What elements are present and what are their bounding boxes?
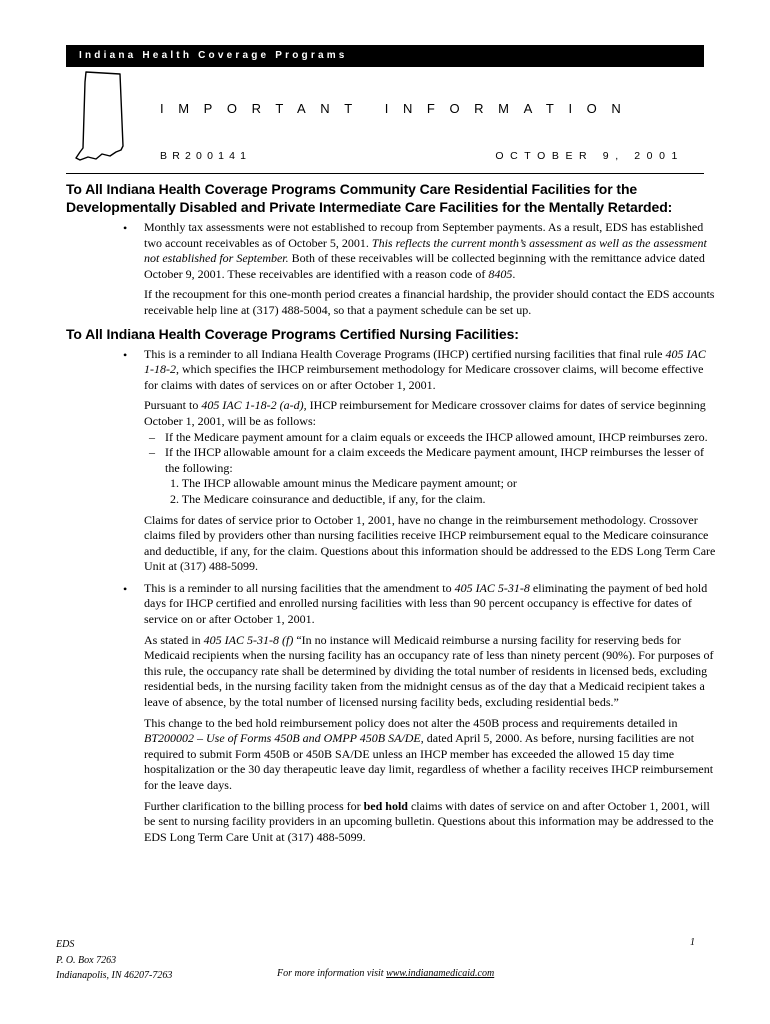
dash-item-lesser: – If the IHCP allowable amount for a claim exceeds the Medicare payment amount, IHCP reimburses the lesser of the following: <box>149 445 704 475</box>
program-title: Indiana Health Coverage Programs <box>79 50 348 61</box>
bulletin-body <box>66 180 716 850</box>
paragraph-occupancy-rule: As stated in 405 IAC 5-31-8 (f) “In no instance will Medicaid reimburse a nursing facility for reserving beds for Medicaid recipients when the nursing facility has an occupancy rate of less than ninety percent (90%). For purposes of this rule, the occupancy rate shall be determined by dividing the total number of residents in licensed beds, excluding residential beds, in the nursing facility taken from the midnight census as of the day that a Medicaid recipient takes a leave of absence, by the total number of licensed nursing facility beds, excluding residential beds.” <box>144 632 714 710</box>
footer-city: Indianapolis, IN 46207-7263 <box>56 970 173 981</box>
bullet-mark: • <box>123 347 128 362</box>
program-title-bar <box>66 45 704 67</box>
bullet-crossover-claims <box>66 347 716 575</box>
footer-more-info: For more information visit www.indianamedicaid.com <box>277 968 495 979</box>
indiana-map-icon <box>72 70 136 164</box>
bulletin-date: OCTOBER 9, 2001 <box>495 150 684 162</box>
paragraph-pursuant: Pursuant to 405 IAC 1-18-2 (a-d), IHCP reimbursement for Medicare crossover claims for dates of service beginning October 1, 2001, will be as follows: <box>144 398 706 428</box>
footer-pobox: P. O. Box 7263 <box>56 954 117 966</box>
page-number: 1 <box>690 937 695 948</box>
bulletin-number: BR200141 <box>160 150 252 162</box>
paragraph-final-rule: This is a reminder to all Indiana Health Coverage Programs (IHCP) certified nursing facilities that final rule 405 IAC 1-18-2, which specifies the IHCP reimbursement methodology for Medicare crossover claims, will become effective for claims with dates of services on or after October 1, 2001. <box>144 346 706 392</box>
paragraph-financial-hardship: If the recoupment for this one-month period creates a financial hardship, the provider should contact the EDS accounts receivable help line at (317) 488-5004, so that a payment schedule can be set up. <box>144 287 715 317</box>
bullet-mark: • <box>123 581 128 596</box>
numbered-item-1: 1. The IHCP allowable amount minus the Medicare payment amount; or <box>170 476 517 491</box>
paragraph-450b-process: This change to the bed hold reimbursement policy does not alter the 450B process and requirements detailed in BT200002 – Use of Forms 450B and OMPP 450B SA/DE, dated April 5, 2000. As before, nursing facilities are not required to submit Form 450B or 450B SA/DE unless an IHCP member has exceeded the allowed 15 day time hospitalization or the 30 day therapeutic leave day limit, regardless of whether a facility receives IHCP reimbursement for the leave days. <box>144 715 714 792</box>
footer-org: EDS <box>56 939 75 950</box>
paragraph-further-clarification: Further clarification to the billing process for bed hold claims with dates of service on and after October 1, 2001, will be sent to nursing facility providers in an upcoming bulletin. Questions about this information may be addressed to the EDS Long Term Care Unit at (317) 488-5099. <box>144 798 714 844</box>
bullet-tax-assessments <box>66 220 716 319</box>
paragraph-amendment: This is a reminder to all nursing facilities that the amendment to 405 IAC 5-31-8 eliminating the payment of bed hold days for IHCP certified and enrolled nursing facilities with less than 90 percent occupancy is effective for dates of service on or after October 1, 2001. <box>144 580 708 627</box>
dash-item-zero: – If the Medicare payment amount for a claim equals or exceeds the IHCP allowed amount, IHCP reimburses zero. <box>149 429 708 444</box>
section-heading-community-care: To All Indiana Health Coverage Programs Community Care Residential Facilities for the Developmentally Disabled and Private Intermediate Care Facilities for the Mentally Retarded: <box>66 181 673 215</box>
important-information-title: IMPORTANT INFORMATION <box>160 101 636 116</box>
section-heading-nursing-facilities: To All Indiana Health Coverage Programs Certified Nursing Facilities: <box>66 325 519 342</box>
paragraph-tax-assessments: Monthly tax assessments were not established to recoup from September payments. As a result, EDS has established two account receivables as of October 5, 2001. This reflects the current month’s assessment as well as the assessment not established for September. Both of these receivables will be collected beginning with the remittance advice dated October 9, 2001. These receivables are identified with a reason code of 8405. <box>144 220 707 281</box>
bullet-bed-hold <box>66 581 716 846</box>
bullet-mark: • <box>123 221 128 235</box>
numbered-item-2: 2. The Medicare coinsurance and deductible, if any, for the claim. <box>170 491 486 506</box>
paragraph-prior-claims: Claims for dates of service prior to October 1, 2001, have no change in the reimbursement methodology. Crossover claims filed by providers other than nursing facilities receive IHCP reimbursement equal to the Medicare coinsurance and deductible, if any, for the claim. Questions about this information should be addressed to the EDS Long Term Care Unit at (317) 488-5099. <box>144 512 716 574</box>
website-link[interactable]: www.indianamedicaid.com <box>386 968 495 979</box>
footer-address <box>56 937 172 984</box>
header-divider <box>66 173 704 174</box>
